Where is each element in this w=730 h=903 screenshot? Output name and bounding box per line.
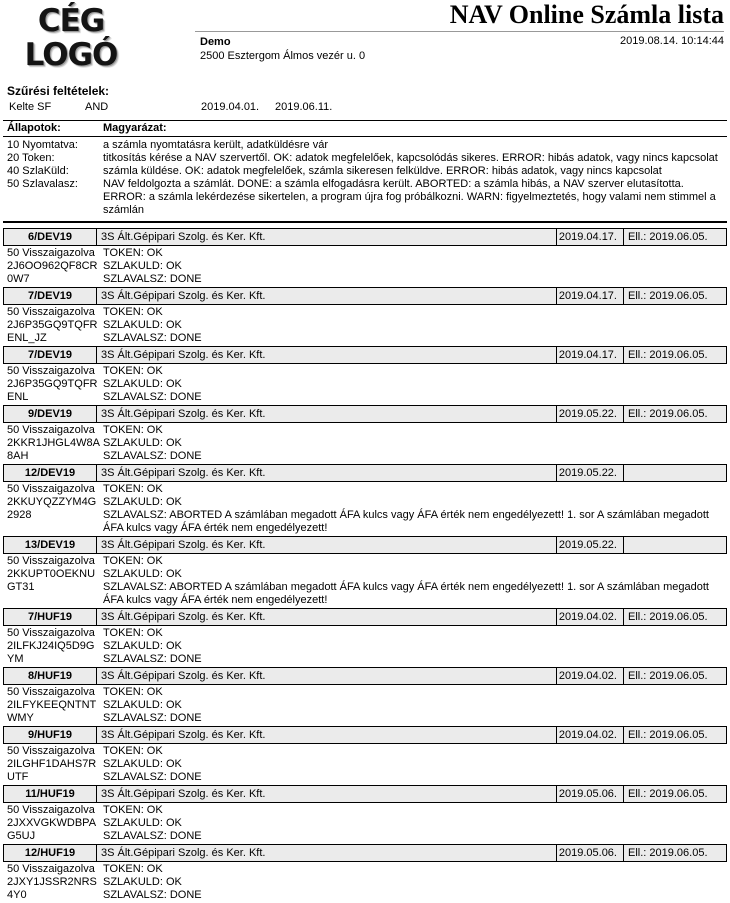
invoice-code-line2: WMY [7,712,34,724]
invoice-number: 7/HUF19 [27,611,73,623]
invoice-block [3,844,727,903]
invoice-number: 6/DEV19 [27,231,73,243]
invoice-partner-name: 3S Ált.Gépipari Szolg. és Ker. Kft. [96,406,556,422]
invoice-date: 2019.04.02. [556,668,623,684]
invoice-szlavalasz-status: SZLAVALSZ: DONE [103,830,202,842]
invoice-header-row [3,346,727,364]
invoice-detail [3,803,727,844]
invoice-code-line2: 0W7 [7,273,30,285]
legend-state: 40 SzlaKüld: [7,165,69,177]
logo-line-2: LOGÓ [24,37,118,73]
invoice-block [3,405,727,464]
invoice-szlakuld-status: SZLAKULD: OK [103,699,182,711]
invoice-code-line2: ENL_JZ [7,332,47,344]
invoice-block [3,608,727,667]
legend-header [3,120,727,137]
invoice-ell-date: Ell.: 2019.06.05. [623,347,726,363]
filter-date-to: 2019.06.11. [275,101,333,113]
invoice-list [3,228,727,903]
invoice-partner-name: 3S Ált.Gépipari Szolg. és Ker. Kft. [96,465,556,481]
invoice-detail [3,862,727,903]
legend-explanation: a számla nyomtatásra került, adatküldésre vár [103,139,328,151]
invoice-szlakuld-status: SZLAKULD: OK [103,640,182,652]
invoice-ell-date: Ell.: 2019.06.05. [623,609,726,625]
invoice-token-status: TOKEN: OK [103,555,163,567]
invoice-block [3,536,727,608]
invoice-code-line1: 2ILFYKEEQNTNT [7,699,97,711]
invoice-date: 2019.04.02. [556,727,623,743]
legend-state: 50 Szlavalasz: [7,178,78,190]
invoice-token-status: TOKEN: OK [103,483,163,495]
invoice-date: 2019.04.17. [556,229,623,245]
invoice-token-status: TOKEN: OK [103,863,163,875]
legend-state: 10 Nyomtatva: [7,139,78,151]
legend-row [7,139,725,152]
invoice-header-row [3,405,727,423]
page-title: NAV Online Számla lista [449,0,724,29]
invoice-ell-date: Ell.: 2019.06.05. [623,786,726,802]
company-name: Demo [200,36,231,48]
filter-operator: AND [85,101,109,113]
invoice-szlakuld-status: SZLAKULD: OK [103,319,182,331]
invoice-token-status: TOKEN: OK [103,306,163,318]
print-timestamp: 2019.08.14. 10:14:44 [620,35,724,47]
invoice-ell-date: Ell.: 2019.06.05. [623,406,726,422]
invoice-partner-name: 3S Ált.Gépipari Szolg. és Ker. Kft. [96,347,556,363]
invoice-block [3,785,727,844]
invoice-status: 50 Visszaigazolva [7,424,95,436]
invoice-block [3,228,727,287]
invoice-number: 13/DEV19 [24,539,76,551]
invoice-szlakuld-status: SZLAKULD: OK [103,378,182,390]
legend-rows [3,137,727,219]
invoice-detail [3,246,727,287]
company-info [200,35,365,63]
report-header [3,0,727,80]
invoice-status: 50 Visszaigazolva [7,483,95,495]
invoice-date: 2019.05.22. [556,465,623,481]
legend-explanation: NAV feldolgozta a számlát. DONE: a számla elfogadásra került. ABORTED: a számla hibás, a NAV szerver elutasította. ERROR: a számla lekérdezése sikertelen, a program újra fog próbálkozni. WARN: figyelmeztetés, hogy valami nem stimmel a számlán [103,178,716,216]
invoice-detail [3,364,727,405]
invoice-number: 12/DEV19 [24,467,76,479]
invoice-partner-name: 3S Ált.Gépipari Szolg. és Ker. Kft. [96,288,556,304]
invoice-header-row [3,228,727,246]
legend-explanation: titkosítás kérése a NAV szervertől. OK: adatok megfelelőek, kapcsolódás sikeres. ERROR: hibás adatok, vagy nincs kapcsolat [103,152,718,164]
invoice-szlavalasz-status: SZLAVALSZ: ABORTED A számlában megadott ÁFA kulcs vagy ÁFA érték nem engedélyezett! 1. sor A számlában megadott ÁFA kulcs vagy ÁFA érték nem engedélyezett! [103,581,709,606]
invoice-number: 8/HUF19 [27,670,73,682]
invoice-ell-date: Ell.: 2019.06.05. [623,229,726,245]
invoice-code-line1: 2ILFKJ24IQ5D9G [7,640,95,652]
invoice-szlakuld-status: SZLAKULD: OK [103,496,182,508]
invoice-partner-name: 3S Ált.Gépipari Szolg. és Ker. Kft. [96,727,556,743]
invoice-token-status: TOKEN: OK [103,745,163,757]
invoice-szlavalasz-status: SZLAVALSZ: DONE [103,653,202,665]
invoice-ell-date [623,537,726,553]
invoice-block [3,726,727,785]
logo-line-1: CÉG [37,3,105,39]
invoice-header-row [3,608,727,626]
invoice-header-row [3,785,727,803]
invoice-status: 50 Visszaigazolva [7,863,95,875]
invoice-szlakuld-status: SZLAKULD: OK [103,758,182,770]
invoice-partner-name: 3S Ált.Gépipari Szolg. és Ker. Kft. [96,786,556,802]
invoice-number: 9/HUF19 [27,729,73,741]
invoice-code-line2: UTF [7,771,29,783]
invoice-partner-name: 3S Ált.Gépipari Szolg. és Ker. Kft. [96,229,556,245]
invoice-number: 7/DEV19 [27,290,73,302]
legend-state: 20 Token: [7,152,55,164]
invoice-date: 2019.04.17. [556,347,623,363]
invoice-header-row [3,844,727,862]
invoice-header-row [3,464,727,482]
invoice-code-line2: G5UJ [7,830,36,842]
invoice-header-row [3,287,727,305]
invoice-code-line1: 2KKUYQZZYM4G [7,496,97,508]
invoice-code-line1: 2KKR1JHGL4W8A [7,437,100,449]
invoice-date: 2019.04.17. [556,288,623,304]
invoice-token-status: TOKEN: OK [103,686,163,698]
invoice-szlakuld-status: SZLAKULD: OK [103,437,182,449]
invoice-szlavalasz-status: SZLAVALSZ: DONE [103,391,202,403]
invoice-code-line2: GT31 [7,581,35,593]
invoice-detail [3,305,727,346]
invoice-ell-date [623,465,726,481]
invoice-detail [3,626,727,667]
invoice-status: 50 Visszaigazolva [7,627,95,639]
company-address: 2500 Esztergom Álmos vezér u. 0 [200,50,366,62]
invoice-detail [3,423,727,464]
invoice-number: 11/HUF19 [25,788,75,800]
invoice-header-row [3,726,727,744]
invoice-status: 50 Visszaigazolva [7,745,95,757]
invoice-code-line1: 2KKUPT0OEKNU [7,568,96,580]
invoice-header-row [3,667,727,685]
invoice-detail [3,744,727,785]
invoice-status: 50 Visszaigazolva [7,686,95,698]
invoice-code-line2: 2928 [7,509,32,521]
invoice-szlavalasz-status: SZLAVALSZ: DONE [103,450,202,462]
invoice-block [3,346,727,405]
invoice-detail [3,482,727,536]
invoice-ell-date: Ell.: 2019.06.05. [623,845,726,861]
legend-explanation: számla küldése. OK: adatok megfelelőek, számla sikeresen felküldve. ERROR: hibás adatok, vagy nincs kapcsolat [103,165,662,177]
invoice-szlavalasz-status: SZLAVALSZ: DONE [103,771,202,783]
invoice-ell-date: Ell.: 2019.06.05. [623,288,726,304]
invoice-code-line1: 2JXY1JSSR2NRS [7,876,97,888]
invoice-status: 50 Visszaigazolva [7,555,95,567]
invoice-date: 2019.05.06. [556,845,623,861]
invoice-detail [3,554,727,608]
invoice-ell-date: Ell.: 2019.06.05. [623,727,726,743]
invoice-token-status: TOKEN: OK [103,247,163,259]
invoice-code-line1: 2J6OO962QF8CR [7,260,98,272]
invoice-token-status: TOKEN: OK [103,424,163,436]
filter-field: Kelte SF [9,101,52,113]
invoice-status: 50 Visszaigazolva [7,247,95,259]
filter-section-label: Szűrési feltételek: [7,84,110,98]
invoice-partner-name: 3S Ált.Gépipari Szolg. és Ker. Kft. [96,537,556,553]
company-logo [15,4,127,72]
legend-col-explanation: Magyarázat: [103,122,167,134]
invoice-status: 50 Visszaigazolva [7,804,95,816]
invoice-code-line2: 8AH [7,450,29,462]
invoice-code-line1: 2JXXVGKWDBPA [7,817,97,829]
invoice-partner-name: 3S Ált.Gépipari Szolg. és Ker. Kft. [96,609,556,625]
invoice-szlakuld-status: SZLAKULD: OK [103,876,182,888]
invoice-szlavalasz-status: SZLAVALSZ: DONE [103,332,202,344]
invoice-szlavalasz-status: SZLAVALSZ: DONE [103,273,202,285]
invoice-szlakuld-status: SZLAKULD: OK [103,568,182,580]
invoice-token-status: TOKEN: OK [103,627,163,639]
invoice-code-line1: 2ILGHF1DAHS7R [7,758,97,770]
status-legend [3,120,727,223]
legend-row [7,178,725,217]
invoice-code-line2: YM [7,653,24,665]
invoice-block [3,464,727,536]
invoice-status: 50 Visszaigazolva [7,365,95,377]
invoice-ell-date: Ell.: 2019.06.05. [623,668,726,684]
invoice-partner-name: 3S Ált.Gépipari Szolg. és Ker. Kft. [96,668,556,684]
invoice-number: 9/DEV19 [27,408,73,420]
invoice-code-line2: 4Y0 [7,889,27,901]
invoice-date: 2019.05.22. [556,537,623,553]
invoice-number: 7/DEV19 [27,349,73,361]
invoice-code-line1: 2J6P35GQ9TQFR [7,378,98,390]
filter-date-from: 2019.04.01. [201,101,260,113]
invoice-code-line1: 2J6P35GQ9TQFR [7,319,98,331]
invoice-block [3,667,727,726]
invoice-block [3,287,727,346]
invoice-header-row [3,536,727,554]
invoice-detail [3,685,727,726]
invoice-partner-name: 3S Ált.Gépipari Szolg. és Ker. Kft. [96,845,556,861]
invoice-szlakuld-status: SZLAKULD: OK [103,260,182,272]
invoice-szlavalasz-status: SZLAVALSZ: DONE [103,712,202,724]
legend-row [7,152,725,165]
invoice-szlavalasz-status: SZLAVALSZ: DONE [103,889,202,901]
title-divider [195,31,724,32]
invoice-token-status: TOKEN: OK [103,365,163,377]
invoice-token-status: TOKEN: OK [103,804,163,816]
invoice-code-line2: ENL [7,391,29,403]
legend-row [7,165,725,178]
invoice-szlakuld-status: SZLAKULD: OK [103,817,182,829]
filter-criteria-row [9,100,727,114]
legend-bottom-divider [3,221,727,223]
invoice-szlavalasz-status: SZLAVALSZ: ABORTED A számlában megadott ÁFA kulcs vagy ÁFA érték nem engedélyezett! 1. sor A számlában megadott ÁFA kulcs vagy ÁFA érték nem engedélyezett! [103,509,709,534]
invoice-date: 2019.05.22. [556,406,623,422]
legend-col-state: Állapotok: [7,122,61,134]
invoice-date: 2019.04.02. [556,609,623,625]
invoice-date: 2019.05.06. [556,786,623,802]
invoice-status: 50 Visszaigazolva [7,306,95,318]
invoice-number: 12/HUF19 [24,847,76,859]
